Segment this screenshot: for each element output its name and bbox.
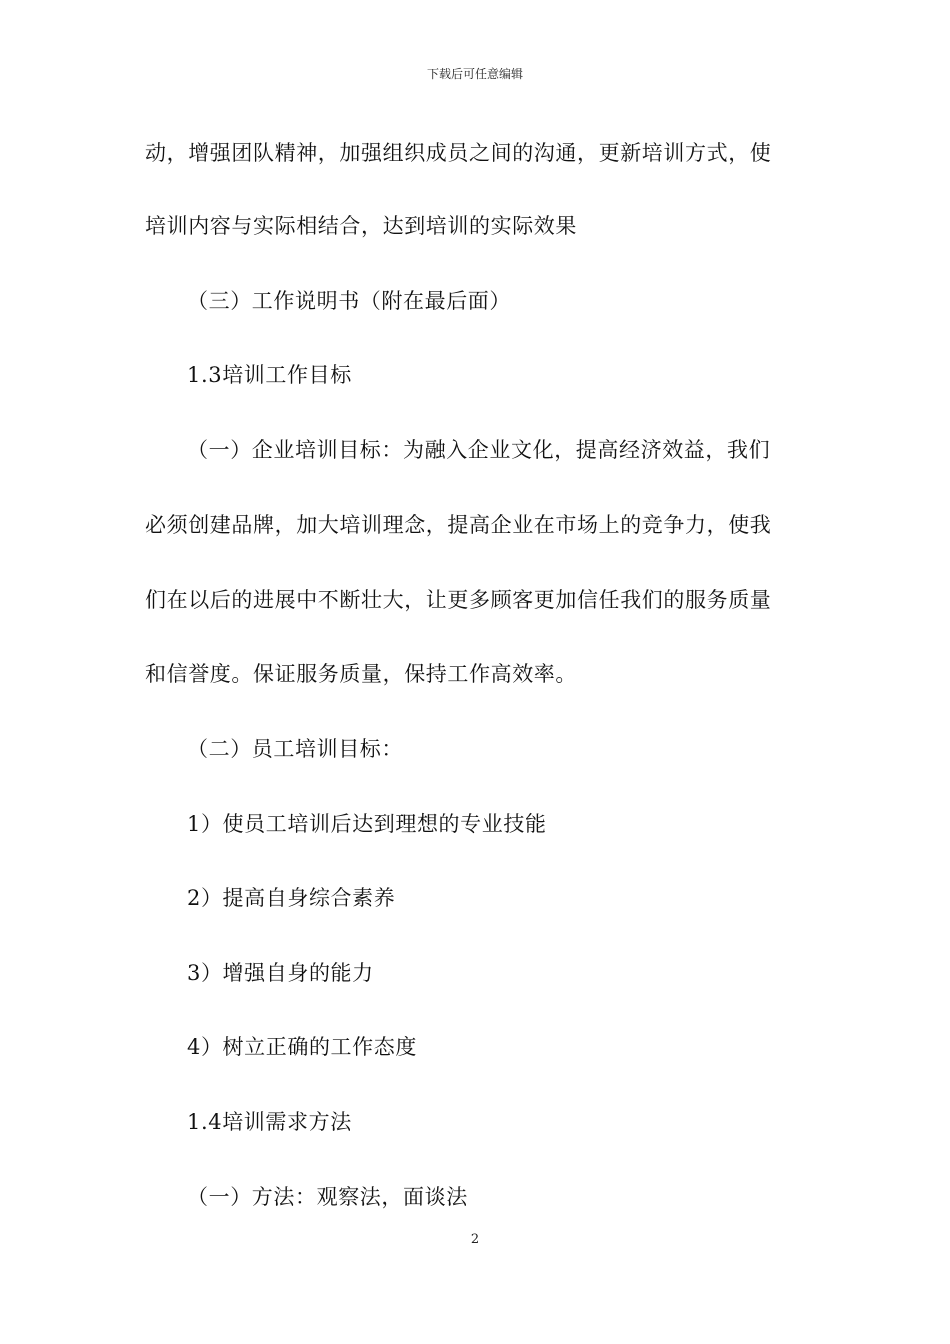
- paragraph-line: （一）方法：观察法，面谈法: [187, 1185, 468, 1209]
- list-item: 4）树立正确的工作态度: [187, 1035, 417, 1059]
- list-item: 3）增强自身的能力: [187, 961, 374, 985]
- section-heading: 1.4培训需求方法: [187, 1110, 352, 1134]
- page-header: 下载后可任意编辑: [426, 67, 523, 81]
- list-item: 2）提高自身综合素养: [187, 886, 396, 910]
- paragraph-line: 动，增强团队精神，加强组织成员之间的沟通，更新培训方式，使: [145, 141, 772, 165]
- section-heading: （二）员工培训目标：: [187, 737, 403, 761]
- section-heading: 1.3培训工作目标: [187, 363, 352, 387]
- paragraph-line: 们在以后的进展中不断壮大，让更多顾客更加信任我们的服务质量: [145, 588, 772, 612]
- page-number: 2: [470, 1232, 480, 1247]
- list-item: 1）使员工培训后达到理想的专业技能: [187, 812, 547, 836]
- paragraph-line: （一）企业培训目标：为融入企业文化，提高经济效益，我们: [187, 438, 771, 462]
- paragraph-line: 和信誉度。保证服务质量，保持工作高效率。: [145, 662, 577, 686]
- paragraph-line: 必须创建品牌，加大培训理念，提高企业在市场上的竞争力，使我: [145, 513, 772, 537]
- paragraph-line: 培训内容与实际相结合，达到培训的实际效果: [145, 214, 577, 238]
- section-heading: （三）工作说明书（附在最后面）: [187, 289, 511, 313]
